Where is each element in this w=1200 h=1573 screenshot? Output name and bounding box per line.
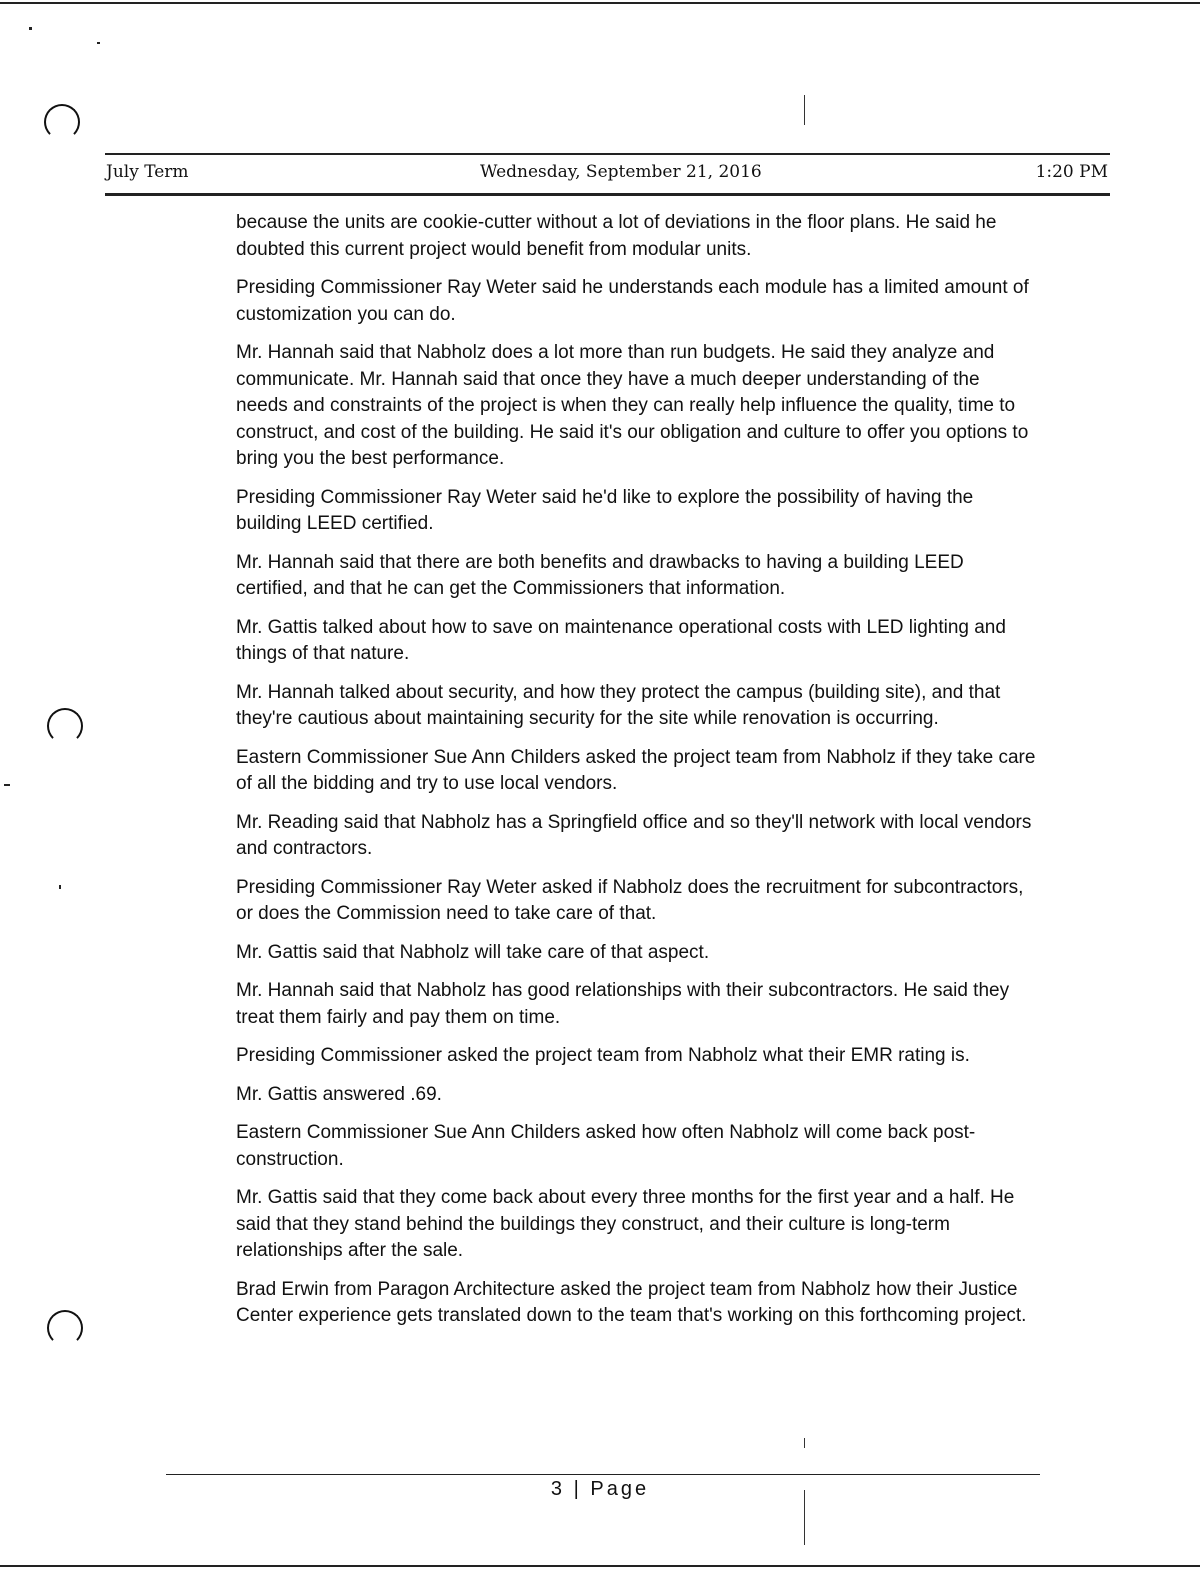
scan-mark: [804, 1490, 805, 1545]
paragraph: Mr. Gattis said that they come back about every three months for the first year and a half. He said that they stand behind the buildings they construct, and their culture is long-term relationships after the sale.: [236, 1187, 1015, 1261]
footer-rule: [166, 1474, 1040, 1475]
header-term: July Term: [106, 162, 189, 182]
paragraph: Eastern Commissioner Sue Ann Childers asked the project team from Nabholz if they take care of all the bidding and try to use local vendors.: [236, 746, 1036, 794]
header-top-rule: [105, 153, 1110, 155]
scan-top-edge: [0, 2, 1200, 4]
paragraph: Mr. Hannah said that Nabholz does a lot more than run budgets. He said they analyze and communicate. Mr. Hannah said that once they have a much deeper understanding of the needs and constraints of the project is when they can really help influence the quality, time to construct, and cost of the building. He said it's our obligation and culture to offer you options to bring you the best performance.: [236, 342, 1029, 469]
paragraph: Eastern Commissioner Sue Ann Childers asked how often Nabholz will come back post-construction.: [236, 1122, 976, 1170]
paragraph: Mr. Gattis talked about how to save on maintenance operational costs with LED lighting and things of that nature.: [236, 616, 1006, 664]
scan-speck: [97, 42, 100, 44]
minutes-body: [236, 210, 1036, 1342]
page-number: 3 | Page: [550, 1478, 650, 1500]
paragraph: Brad Erwin from Paragon Architecture asked the project team from Nabholz how their Justice Center experience gets translated down to the team that's working on this forthcoming project.: [236, 1278, 1027, 1326]
header-date: Wednesday, September 21, 2016: [480, 162, 762, 182]
scan-bottom-edge: [0, 1565, 1200, 1567]
punch-hole-bottom: [47, 1310, 83, 1346]
header-time: 1:20 PM: [1035, 162, 1108, 182]
scan-speck: [59, 885, 61, 889]
paragraph: Mr. Hannah said that there are both benefits and drawbacks to having a building LEED certified, and that he can get the Commissioners that information.: [236, 551, 964, 599]
paragraph: Presiding Commissioner Ray Weter said he'd like to explore the possibility of having the building LEED certified.: [236, 486, 974, 534]
paragraph: Mr. Gattis answered .69.: [236, 1083, 442, 1105]
paragraph: Mr. Hannah talked about security, and how they protect the campus (building site), and that they're cautious about maintaining security for the site while renovation is occurring.: [236, 681, 1001, 729]
scan-speck: [4, 784, 10, 786]
punch-hole-middle: [47, 708, 83, 744]
paragraph: Mr. Gattis said that Nabholz will take care of that aspect.: [236, 941, 710, 963]
punch-hole-top: [44, 104, 80, 140]
paragraph: Mr. Reading said that Nabholz has a Springfield office and so they'll network with local vendors and contractors.: [236, 811, 1032, 859]
scan-speck: [29, 27, 32, 30]
paragraph: Presiding Commissioner Ray Weter said he understands each module has a limited amount of customization you can do.: [236, 277, 1029, 325]
scan-mark: [804, 1438, 805, 1448]
paragraph: Presiding Commissioner asked the project team from Nabholz what their EMR rating is.: [236, 1045, 970, 1066]
scan-mark: [804, 95, 805, 125]
paragraph: Mr. Hannah said that Nabholz has good relationships with their subcontractors. He said they treat them fairly and pay them on time.: [236, 980, 1010, 1028]
paragraph: Presiding Commissioner Ray Weter asked if Nabholz does the recruitment for subcontractors, or does the Commission need to take care of that.: [236, 876, 1024, 924]
header-bottom-rule: [105, 193, 1110, 196]
paragraph: because the units are cookie-cutter without a lot of deviations in the floor plans. He said he doubted this current project would benefit from modular units.: [236, 212, 997, 260]
